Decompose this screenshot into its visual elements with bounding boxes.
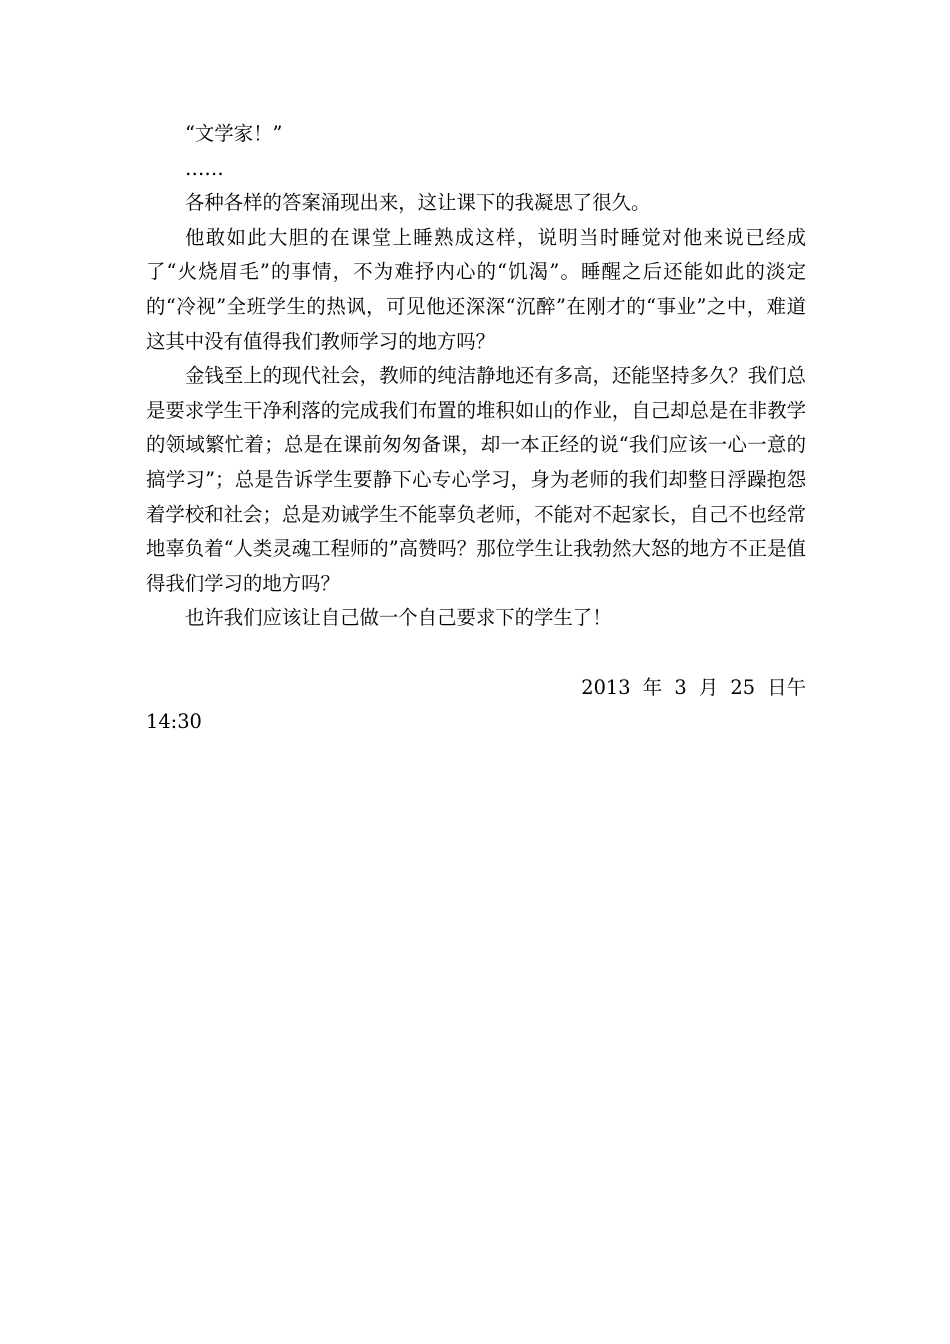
- paragraph-conclusion: 也许我们应该让自己做一个自己要求下的学生了！: [185, 606, 612, 630]
- paragraph-sleeping-student: 他敢如此大胆的在课堂上睡熟成这样，说明当时睡觉对他来说已经成了“火烧眉毛”的事情，不为难抒内心的“饥渴”。睡醒之后还能如此的淡定的“冷视”全班学生的热讽，可见他还深深“沉醉”在刚才的“事业”之中，难道这其中没有值得我们教师学习的地方吗？: [146, 225, 806, 353]
- paragraph-teacher-reflection: 金钱至上的现代社会，教师的纯洁静地还有多高，还能坚持多久？我们总是要求学生干净利落的完成我们布置的堆积如山的作业，自己却总是在非教学的领域繁忙着；总是在课前匆匆备课，却一本正经的说“我们应该一心一意的搞学习”；总是告诉学生要静下心专心学习，身为老师的我们却整日浮躁抱怨着学校和社会；总是劝诫学生不能辜负老师，不能对不起家长，自己不也经常地辜负着“人类灵魂工程师的”高赞吗？那位学生让我勃然大怒的地方不正是值得我们学习的地方吗？: [146, 364, 806, 595]
- time-line: 14:30: [146, 710, 202, 734]
- date-line: 2013 年 3 月 25 日午: [581, 675, 806, 699]
- blank-line: [146, 636, 806, 671]
- paragraph-ellipsis: ……: [185, 156, 224, 180]
- paragraph-quote-writer: “文学家！”: [185, 122, 283, 145]
- paragraph-answers: 各种各样的答案涌现出来，这让课下的我凝思了很久。: [185, 191, 651, 215]
- document-body: [146, 117, 806, 740]
